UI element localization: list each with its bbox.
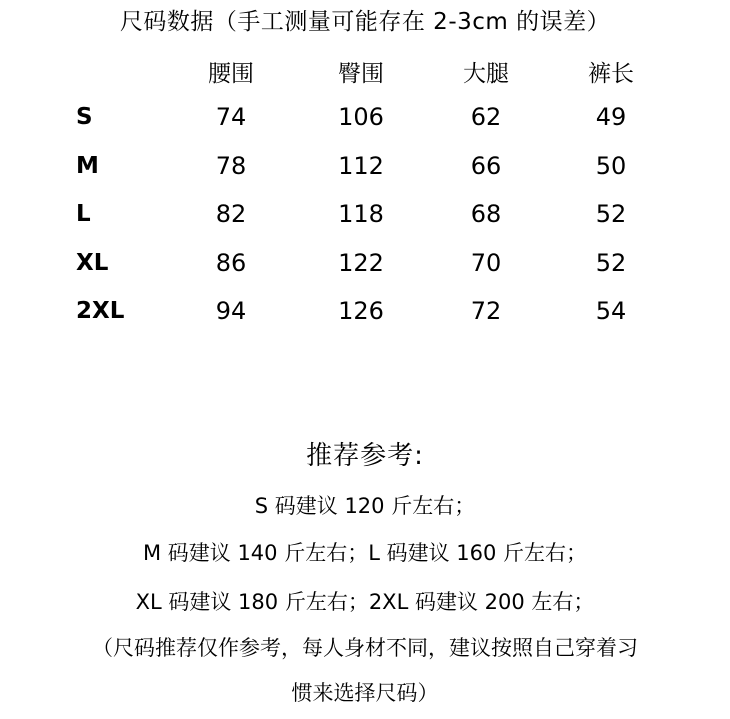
table-row — [60, 239, 681, 288]
table-cell: 62 — [470, 103, 502, 132]
table-cell: 118 — [338, 200, 384, 229]
size-label: 2XL — [76, 298, 125, 325]
size-label: M — [76, 152, 99, 179]
table-cell: 122 — [338, 248, 384, 277]
size-label: XL — [76, 249, 109, 276]
table-row — [60, 190, 681, 239]
table-row — [60, 287, 681, 336]
table-row — [60, 93, 681, 142]
table-cell: 50 — [595, 151, 627, 180]
page-title: 尺码数据（手工测量可能存在 2-3cm 的误差） — [119, 9, 611, 35]
column-header-size — [60, 49, 171, 93]
table-cell: 86 — [215, 248, 247, 277]
table-cell: 72 — [470, 297, 502, 326]
table-cell: 54 — [595, 297, 627, 326]
column-header-waist: 腰围 — [208, 60, 254, 87]
table-cell: 66 — [470, 151, 502, 180]
recommendation-note: 惯来选择尺码） — [291, 681, 439, 705]
table-row — [60, 142, 681, 191]
recommendation-title: 推荐参考: — [306, 441, 424, 471]
recommendation-line: S 码建议 120 斤左右； — [254, 494, 476, 518]
table-cell: 126 — [338, 297, 384, 326]
table-cell: 68 — [470, 200, 502, 229]
recommendation-line: M 码建议 140 斤左右；L 码建议 160 斤左右； — [142, 541, 588, 565]
table-cell: 94 — [215, 297, 247, 326]
column-header-length: 裤长 — [588, 60, 634, 87]
table-cell: 82 — [215, 200, 247, 229]
size-label: L — [76, 201, 91, 228]
recommendation-line: XL 码建议 180 斤左右；2XL 码建议 200 左右； — [135, 590, 595, 614]
column-header-hip: 臀围 — [338, 60, 384, 87]
table-cell: 52 — [595, 248, 627, 277]
table-cell: 74 — [215, 103, 247, 132]
size-label: S — [76, 104, 93, 131]
size-table — [60, 49, 681, 336]
table-cell: 52 — [595, 200, 627, 229]
table-cell: 78 — [215, 151, 247, 180]
table-cell: 70 — [470, 248, 502, 277]
table-cell: 49 — [595, 103, 627, 132]
table-cell: 106 — [338, 103, 384, 132]
table-cell: 112 — [338, 151, 384, 180]
column-header-thigh: 大腿 — [463, 60, 509, 87]
recommendation-note: （尺码推荐仅作参考，每人身材不同，建议按照自己穿着习 — [92, 636, 638, 660]
table-header-row — [60, 49, 681, 93]
